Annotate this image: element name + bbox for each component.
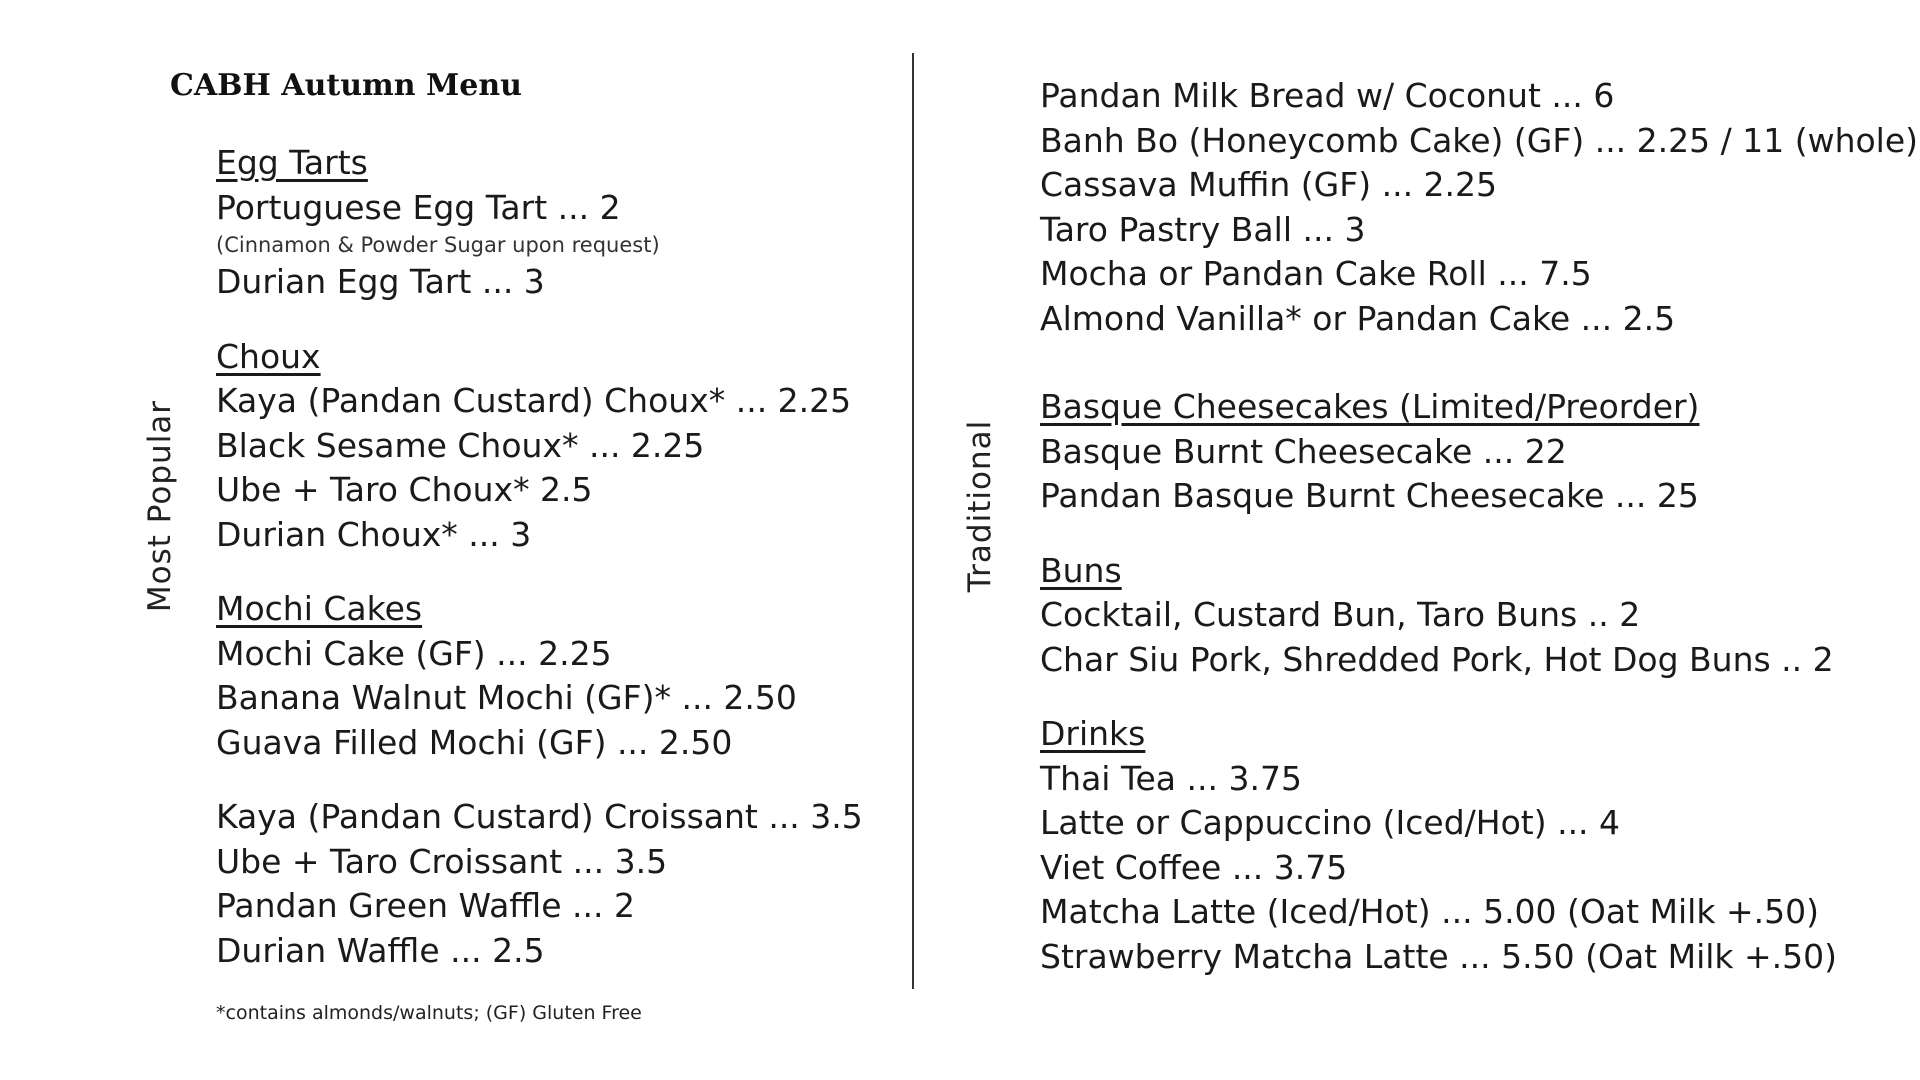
side-label-most-popular: Most Popular xyxy=(142,399,178,613)
left-menu-column xyxy=(216,141,863,973)
menu-item: Durian Choux* ... 3 xyxy=(216,514,532,554)
menu-item: Mocha or Pandan Cake Roll ... 7.5 xyxy=(1040,254,1592,293)
menu-item: Portuguese Egg Tart ... 2 xyxy=(216,187,621,227)
section-heading-basque-cheesecakes: Basque Cheesecakes (Limited/Preorder) xyxy=(1040,387,1700,426)
section-heading-buns: Buns xyxy=(1040,550,1122,590)
menu-item: Ube + Taro Croissant ... 3.5 xyxy=(216,841,668,881)
menu-item: Kaya (Pandan Custard) Choux* ... 2.25 xyxy=(216,381,852,420)
menu-item-note: (Cinnamon & Powder Sugar upon request) xyxy=(216,233,660,257)
menu-item: Durian Waffle ... 2.5 xyxy=(216,930,545,970)
section-heading-drinks: Drinks xyxy=(1040,714,1146,753)
section-heading-egg-tarts: Egg Tarts xyxy=(216,143,368,182)
section-heading-choux: Choux xyxy=(216,336,321,376)
right-menu-column xyxy=(1040,74,1918,979)
menu-item: Ube + Taro Choux* 2.5 xyxy=(216,470,593,509)
menu-item: Latte or Cappuccino (Iced/Hot) ... 4 xyxy=(1040,803,1621,842)
section-heading-mochi-cakes: Mochi Cakes xyxy=(216,589,423,628)
menu-item: Strawberry Matcha Latte ... 5.50 (Oat Milk +.50) xyxy=(1040,936,1838,976)
allergen-footnote: *contains almonds/walnuts; (GF) Gluten Free xyxy=(216,1002,642,1024)
menu-item: Cocktail, Custard Bun, Taro Buns .. 2 xyxy=(1040,595,1641,634)
menu-item: Char Siu Pork, Shredded Pork, Hot Dog Buns .. 2 xyxy=(1040,639,1834,679)
menu-item: Kaya (Pandan Custard) Croissant ... 3.5 xyxy=(216,797,863,836)
menu-item: Taro Pastry Ball ... 3 xyxy=(1040,209,1366,249)
menu-item: Basque Burnt Cheesecake ... 22 xyxy=(1040,431,1567,471)
menu-item: Pandan Basque Burnt Cheesecake ... 25 xyxy=(1040,476,1699,515)
column-divider xyxy=(912,53,914,989)
menu-item: Banana Walnut Mochi (GF)* ... 2.50 xyxy=(216,678,797,717)
menu-item: Banh Bo (Honeycomb Cake) (GF) ... 2.25 / 11 (whole) xyxy=(1040,120,1919,160)
menu-item: Guava Filled Mochi (GF) ... 2.50 xyxy=(216,722,733,762)
side-label-traditional: Traditional xyxy=(962,419,998,593)
menu-item: Durian Egg Tart ... 3 xyxy=(216,262,545,301)
menu-item: Mochi Cake (GF) ... 2.25 xyxy=(216,633,612,673)
menu-item: Cassava Muffin (GF) ... 2.25 xyxy=(1040,165,1498,204)
menu-item: Pandan Milk Bread w/ Coconut ... 6 xyxy=(1040,76,1615,115)
menu-item: Almond Vanilla* or Pandan Cake ... 2.5 xyxy=(1040,298,1676,338)
menu-title: CABH Autumn Menu xyxy=(170,68,522,103)
menu-item: Viet Coffee ... 3.75 xyxy=(1040,847,1348,887)
menu-item: Pandan Green Waffle ... 2 xyxy=(216,886,635,925)
menu-item: Matcha Latte (Iced/Hot) ... 5.00 (Oat Milk +.50) xyxy=(1040,892,1819,931)
menu-item: Black Sesame Choux* ... 2.25 xyxy=(216,425,705,465)
menu-item: Thai Tea ... 3.75 xyxy=(1040,758,1302,798)
